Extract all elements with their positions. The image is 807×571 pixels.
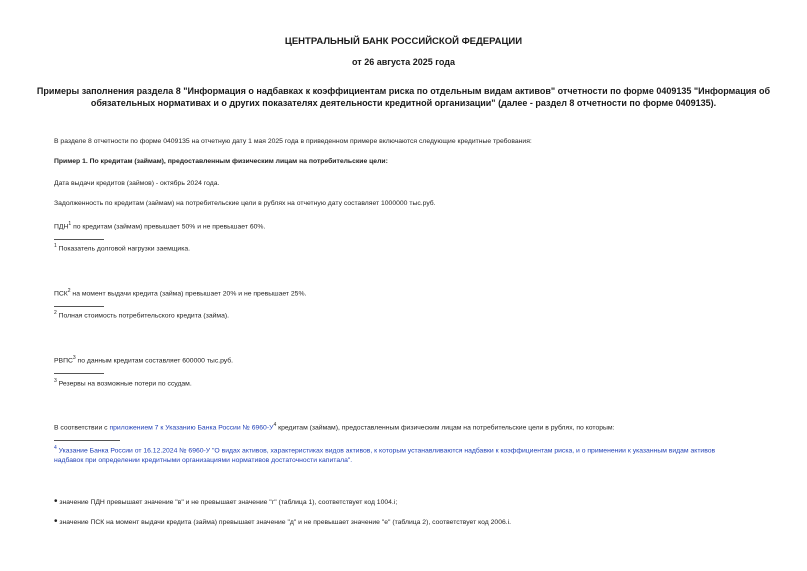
footnote-1-text: Показатель долговой нагрузки заемщика. xyxy=(56,245,190,253)
intro-paragraph: В разделе 8 отчетности по форме 0409135 на отчетную дату 1 мая 2025 года в приведенном примере включаются следующие кредитные требования: xyxy=(54,138,532,145)
footnote-ref-4[interactable]: 4 xyxy=(273,422,277,428)
rvps-text: по данным кредитам составляет 600000 тыс.руб. xyxy=(75,357,234,365)
footnote-1 xyxy=(54,243,190,252)
list-item-text: значение ПСК на момент выдачи кредита (займа) превышает значение "д" и не превышает значение "е" (таблица 2), соответствует код 2006.i. xyxy=(59,519,512,526)
footnote-4-line-1[interactable] xyxy=(54,445,715,454)
footnote-4-number: 4 xyxy=(54,445,57,451)
footnote-2-text: Полная стоимость потребительского кредита (займа). xyxy=(56,312,229,320)
rvps-label: РВПС xyxy=(54,357,73,365)
rvps-paragraph xyxy=(54,355,233,364)
list-item xyxy=(54,516,512,527)
footnote-divider xyxy=(54,306,104,307)
footnote-3-number: 3 xyxy=(54,378,57,384)
footnote-divider xyxy=(54,239,104,240)
title-line-1: Примеры заполнения раздела 8 "Информация о надбавках к коэффициентам риска по отдельным видам активов" отчетности по форме 0409135 "Информация об xyxy=(36,86,771,96)
footnote-1-number: 1 xyxy=(54,243,57,249)
pdn-text: по кредитам (займам) превышает 50% и не превышает 60%. xyxy=(71,223,266,231)
example-1-heading: Пример 1. По кредитам (займам), предоставленным физическим лицам на потребительские цели: xyxy=(54,158,388,165)
footnote-2 xyxy=(54,310,229,319)
accordance-paragraph xyxy=(54,422,614,431)
list-item-text: значение ПДН превышает значение "в" и не превышает значение "г" (таблица 1), соответствует код 1004.i; xyxy=(59,499,398,506)
accordance-suffix: кредитам (займам), предоставленным физическим лицам на потребительские цели в рублях, по которым: xyxy=(276,424,615,432)
footnote-ref-1[interactable]: 1 xyxy=(68,221,72,227)
footnote-2-number: 2 xyxy=(54,310,57,316)
bullet-icon: • xyxy=(54,516,58,527)
accordance-prefix: В соответствии с xyxy=(54,424,110,432)
org-heading: ЦЕНТРАЛЬНЫЙ БАНК РОССИЙСКОЙ ФЕДЕРАЦИИ xyxy=(284,36,523,47)
issue-date-paragraph: Дата выдачи кредитов (займов) - октябрь 2024 года. xyxy=(54,180,220,187)
debt-paragraph: Задолженность по кредитам (займам) на потребительские цели в рублях на отчетную дату составляет 1000000 тыс.руб. xyxy=(54,200,436,207)
psk-label: ПСК xyxy=(54,290,68,298)
pdn-paragraph xyxy=(54,221,265,230)
pdn-label: ПДН xyxy=(54,223,69,231)
footnote-4-line-2[interactable]: надбавок при определении кредитными организациями нормативов достаточности капитала". xyxy=(54,457,353,464)
footnote-ref-3[interactable]: 3 xyxy=(72,355,76,361)
psk-paragraph xyxy=(54,288,306,297)
list-item xyxy=(54,496,398,507)
directive-6960-link[interactable]: приложением 7 к Указанию Банка России № 6960-У xyxy=(109,424,274,432)
psk-text: на момент выдачи кредита (займа) превышает 20% и не превышает 25%. xyxy=(70,290,307,298)
footnote-divider xyxy=(54,440,120,441)
footnote-3-text: Резервы на возможные потери по ссудам. xyxy=(56,380,192,388)
footnote-divider xyxy=(54,373,104,374)
title-line-2: обязательных нормативах и о других показателях деятельности кредитной организации" (далее - раздел 8 отчетности по форме 0409135). xyxy=(90,98,717,108)
footnote-3 xyxy=(54,378,192,387)
date-heading: от 26 августа 2025 года xyxy=(352,57,455,67)
footnote-ref-2[interactable]: 2 xyxy=(67,288,71,294)
bullet-icon: • xyxy=(54,496,58,507)
footnote-4-text[interactable]: Указание Банка России от 16.12.2024 № 6960-У "О видах активов, характеристиках видов активов, к которым устанавливаются надбавки к коэффициентам риска, и о применении к указанным видам активов xyxy=(56,447,716,455)
